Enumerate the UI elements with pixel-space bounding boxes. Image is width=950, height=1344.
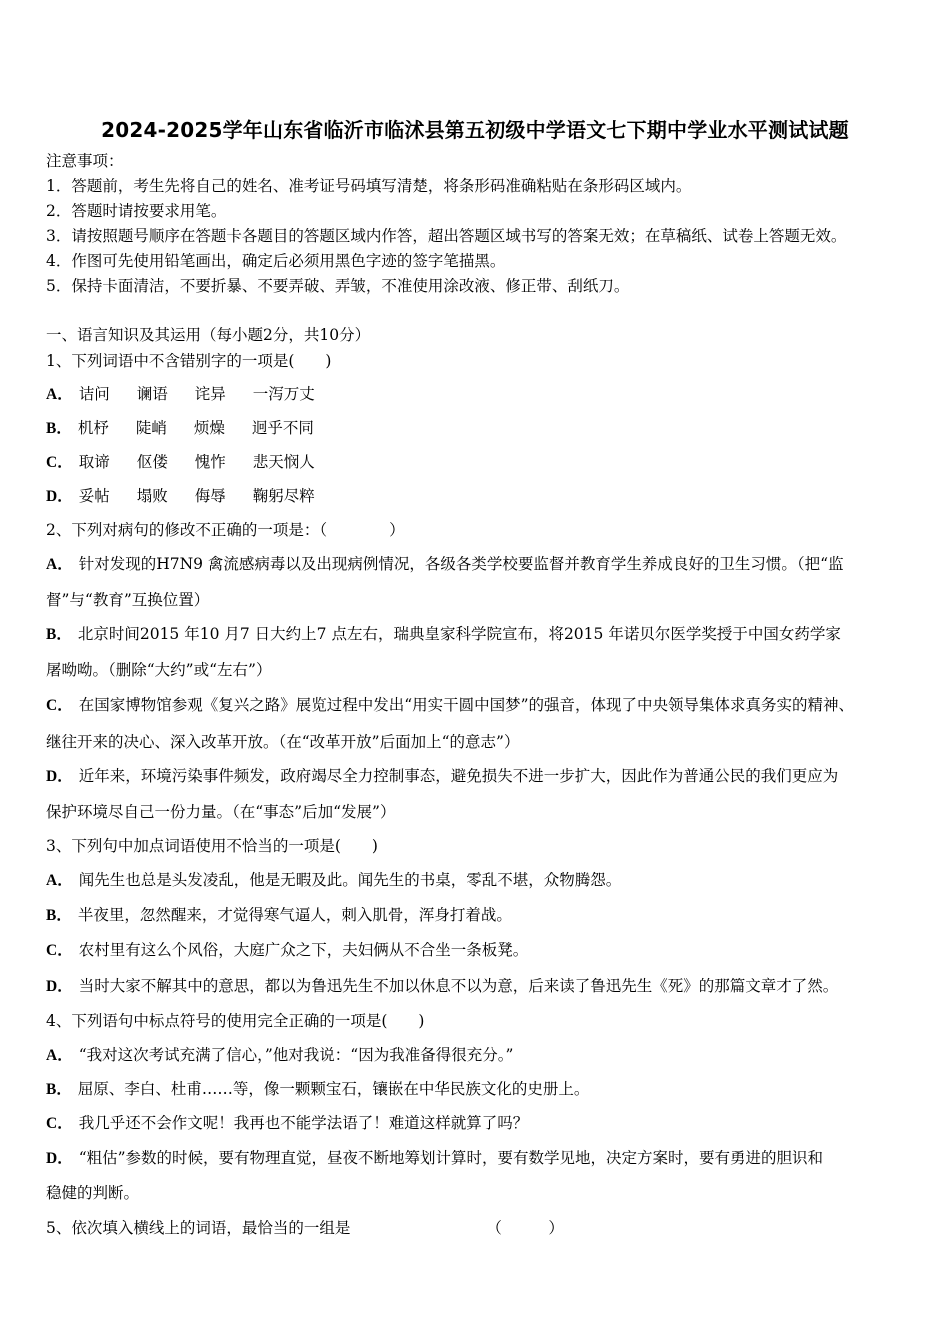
word: 一泻万丈 [252, 385, 315, 403]
question-4-option-c [46, 1113, 528, 1134]
option-text: 针对发现的H7N9 禽流感病毒以及出现病例情况，各级各类学校要监督并教育学生养成良好的卫生习惯。（把“监 [78, 555, 844, 573]
option-text: 闻先生也总是头发凌乱，他是无暇及此。闻先生的书桌，零乱不堪，众物腾怨。 [78, 871, 622, 889]
notice-item: 5．保持卡面清洁，不要折暴、不要弄破、弄皱，不准使用涂改液、修正带、刮纸刀。 [46, 277, 630, 295]
section-heading: 一、语言知识及其运用（每小题2分，共10分） [46, 326, 371, 344]
question-1-option-c [46, 452, 315, 473]
question-1-stem: 1、下列词语中不含错别字的一项是( ) [46, 352, 332, 370]
option-label: D． [46, 488, 73, 505]
option-text: 农村里有这么个风俗，大庭广众之下，夫妇俩从不合坐一条板凳。 [78, 941, 529, 959]
question-5-stem [46, 1218, 564, 1238]
option-text: 在国家博物馆参观《复兴之路》展览过程中发出“用实干圆中国梦”的强音，体现了中央领导集体求真务实的精神、 [78, 696, 855, 714]
question-2-option-d [46, 766, 838, 787]
option-label: B． [46, 626, 72, 643]
word: 妥帖 [78, 487, 110, 505]
page-title: 2024-2025学年山东省临沂市临沭县第五初级中学语文七下期中学业水平测试试题 [101, 118, 849, 142]
word: 取谛 [78, 453, 110, 471]
option-label: C． [46, 454, 73, 471]
word: 机杼 [77, 419, 109, 437]
option-label: A． [46, 556, 73, 573]
option-text: 半夜里，忽然醒来，才觉得寒气逼人，刺入肌骨，浑身打着战。 [77, 906, 512, 924]
option-label: C． [46, 942, 73, 959]
word: 侮辱 [194, 487, 226, 505]
option-text: 屈原、李白、杜甫……等，像一颗颗宝石，镶嵌在中华民族文化的史册上。 [77, 1080, 590, 1098]
option-label: A． [46, 872, 73, 889]
option-label: D． [46, 978, 73, 995]
option-label: D． [46, 768, 73, 785]
word: 诘问 [78, 385, 110, 403]
option-label: B． [46, 1081, 72, 1098]
option-continuation: 稳健的判断。 [46, 1184, 140, 1202]
word: 谰语 [136, 385, 168, 403]
question-1-option-a [46, 384, 315, 405]
option-label: C． [46, 697, 73, 714]
word: 伛偻 [136, 453, 168, 471]
option-text: “我对这次考试充满了信心，”他对我说：“因为我准备得很充分。” [78, 1046, 514, 1064]
question-4-option-a [46, 1045, 513, 1066]
question-4-stem: 4、下列语句中标点符号的使用完全正确的一项是( ) [46, 1012, 425, 1030]
notice-item: 1．答题前，考生先将自己的姓名、准考证号码填写清楚，将条形码准确粘贴在条形码区域内。 [46, 177, 692, 195]
question-3-option-a [46, 870, 621, 891]
option-label: A． [46, 1047, 73, 1064]
answer-blank: （ ） [486, 1219, 564, 1237]
question-3-option-d [46, 976, 838, 997]
question-2-option-a [46, 554, 844, 575]
word: 陡峭 [135, 419, 167, 437]
notice-item: 3．请按照题号顺序在答题卡各题目的答题区域内作答，超出答题区域书写的答案无效；在草稿纸、试卷上答题无效。 [46, 227, 847, 245]
option-text: “粗估”参数的时候，要有物理直觉，昼夜不断地筹划计算时，要有数学见地，决定方案时，要有勇进的胆识和 [78, 1149, 824, 1167]
option-text: 北京时间2015 年10 月7 日大约上7 点左右，瑞典皇家科学院宣布，将2015 年诺贝尔医学奖授于中国女药学家 [77, 625, 841, 643]
option-label: B． [46, 420, 72, 437]
question-3-option-c [46, 940, 528, 961]
word: 烦燥 [193, 419, 225, 437]
option-text: 近年来，环境污染事件频发，政府竭尽全力控制事态，避免损失不进一步扩大，因此作为普通公民的我们更应为 [78, 767, 839, 785]
question-3-stem: 3、下列句中加点词语使用不恰当的一项是( ) [46, 837, 378, 855]
notice-heading: 注意事项： [46, 152, 124, 170]
option-label: D． [46, 1150, 73, 1167]
option-continuation: 督”与“教育”互换位置） [46, 591, 210, 609]
question-1-option-b [46, 418, 314, 439]
option-text: 当时大家不解其中的意思，都以为鲁迅先生不加以休息不以为意，后来读了鲁迅先生《死》的那篇文章才了然。 [78, 977, 839, 995]
question-1-option-d [46, 486, 315, 507]
option-text: 我几乎还不会作文呢！我再也不能学法语了！难道这样就算了吗？ [78, 1114, 529, 1132]
word: 悲天悯人 [252, 453, 315, 471]
notice-item: 4．作图可先使用铅笔画出，确定后必须用黑色字迹的签字笔描黑。 [46, 252, 506, 270]
word: 诧异 [194, 385, 226, 403]
question-5-text: 5、依次填入横线上的词语，最恰当的一组是 [46, 1219, 351, 1237]
option-continuation: 保护环境尽自己一份力量。（在“事态”后加“发展”） [46, 803, 396, 821]
option-continuation: 继往开来的决心、深入改革开放。（在“改革开放”后面加上“的意志”） [46, 733, 520, 751]
option-continuation: 屠呦呦。（删除“大约”或“左右”） [46, 661, 272, 679]
question-2-option-c [46, 695, 854, 716]
notice-item: 2．答题时请按要求用笔。 [46, 202, 227, 220]
question-2-stem: 2、下列对病句的修改不正确的一项是：（ ） [46, 521, 405, 539]
question-4-option-b [46, 1079, 589, 1100]
option-label: B． [46, 907, 72, 924]
word: 鞠躬尽粹 [252, 487, 315, 505]
question-3-option-b [46, 905, 512, 926]
option-label: A． [46, 386, 73, 403]
option-label: C． [46, 1115, 73, 1132]
question-2-option-b [46, 624, 841, 645]
word: 迥乎不同 [251, 419, 314, 437]
word: 塌败 [136, 487, 168, 505]
word: 愧怍 [194, 453, 226, 471]
question-4-option-d [46, 1148, 823, 1169]
